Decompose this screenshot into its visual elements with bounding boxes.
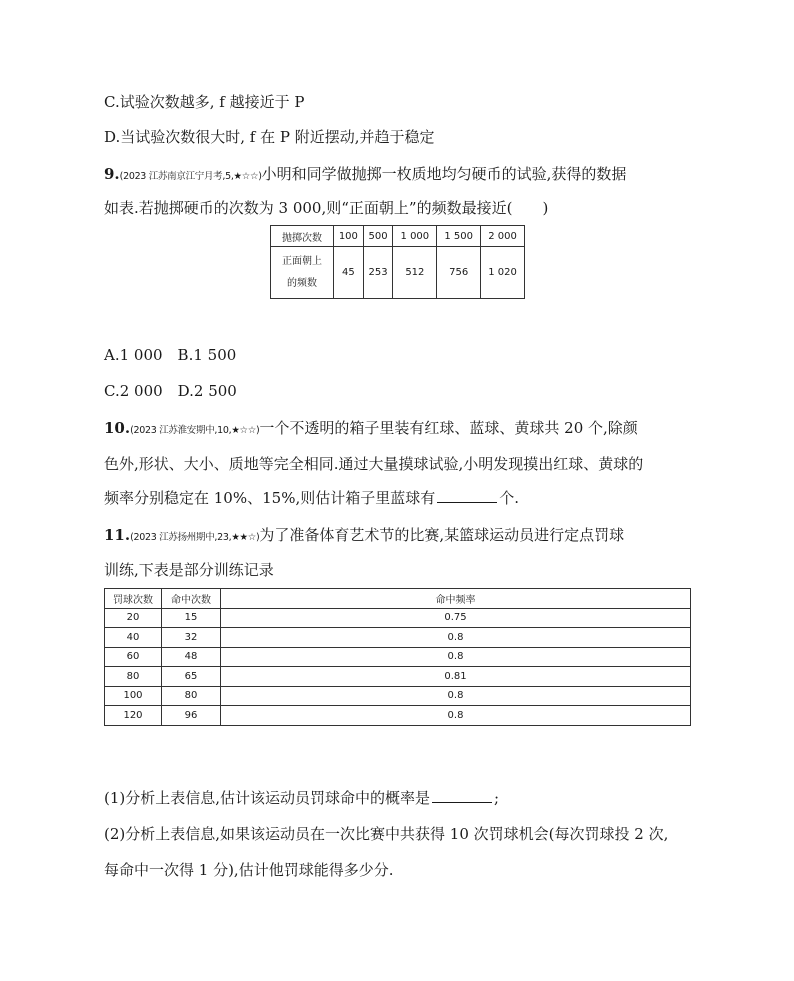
q10-number: 10. [104,419,131,437]
table-row [105,686,691,706]
q10-text-line2: 色外,形状、大小、质地等完全相同.通过大量摸球试验,小明发现摸出红球、黄球的 [104,455,644,473]
table-header-cell: 命中频率 [221,589,691,609]
q11-text-line2: 训练,下表是部分训练记录 [104,561,274,579]
table-cell: 1 020 [481,247,525,299]
q9-text-line1: 小明和同学做抛掷一枚质地均匀硬币的试验,获得的数据 [261,165,627,183]
table-row [105,628,691,648]
q11-source: (2023 江苏扬州期中,23,★★☆) [130,532,260,543]
table-cell: 500 [363,226,393,247]
table-cell: 20 [105,608,162,628]
table-cell: 253 [363,247,393,299]
q11-table [104,588,691,726]
q9-source: (2023 江苏南京江宁月考,5,★☆☆) [119,171,262,182]
table-cell: 0.8 [221,686,691,706]
q10-text-line1: 一个不透明的箱子里装有红球、蓝球、黄球共 20 个,除颜 [259,419,638,437]
table-cell: 120 [105,706,162,726]
table-cell: 32 [162,628,221,648]
q10-line3 [104,488,519,508]
q9-options-line1: A.1 000 B.1 500 [104,346,237,364]
table-cell: 60 [105,647,162,667]
q11-part2-line2: 每命中一次得 1 分),估计他罚球能得多少分. [104,861,394,879]
table-header-cell: 罚球次数 [105,589,162,609]
q9-row2-header [271,247,334,299]
q8-option-d: D.当试验次数很大时, f 在 P 附近摆动,并趋于稳定 [104,128,435,146]
q11-text-line1: 为了准备体育艺术节的比赛,某篮球运动员进行定点罚球 [259,526,625,544]
table-cell: 100 [105,686,162,706]
q9-number: 9. [104,165,120,183]
table-cell: 0.8 [221,706,691,726]
table-cell: 45 [334,247,364,299]
table-header-row [105,589,691,609]
table-header-cell: 命中次数 [162,589,221,609]
table-cell: 1 000 [393,226,437,247]
table-row [105,667,691,687]
q9-row2-header-line1: 正面朝上 [282,255,322,267]
q10-source: (2023 江苏淮安期中,10,★☆☆) [130,425,260,436]
table-cell: 40 [105,628,162,648]
q10-answer-blank [437,488,497,503]
q9-text-line2: 如表.若抛掷硬币的次数为 3 000,则“正面朝上”的频数最接近( ) [104,199,549,217]
table-cell: 65 [162,667,221,687]
q9-table [270,225,525,299]
q9-options-line2: C.2 000 D.2 500 [104,382,237,400]
table-cell: 756 [437,247,481,299]
table-cell: 2 000 [481,226,525,247]
table-cell: 100 [334,226,364,247]
q8-option-c: C.试验次数越多, f 越接近于 P [104,93,305,111]
table-cell: 1 500 [437,226,481,247]
table-row [105,706,691,726]
table-cell: 0.81 [221,667,691,687]
table-cell: 48 [162,647,221,667]
q11-answer-blank [432,788,492,803]
q10-text-line3-before: 频率分别稳定在 10%、15%,则估计箱子里蓝球有 [104,489,436,507]
q9-row2-header-line2: 的频数 [287,277,317,289]
q11-part1-after: ; [494,789,500,807]
q11-part2-line1: (2)分析上表信息,如果该运动员在一次比赛中共获得 10 次罚球机会(每次罚球投 2 次, [104,825,669,843]
q11-number: 11. [104,526,131,544]
table-cell: 15 [162,608,221,628]
table-row [271,226,525,247]
table-cell: 0.75 [221,608,691,628]
q11-part1-before: (1)分析上表信息,估计该运动员罚球命中的概率是 [104,789,431,807]
q9-row1-header: 抛掷次数 [271,226,334,247]
table-cell: 0.8 [221,628,691,648]
q9-line1 [104,164,626,187]
q10-text-line3-after: 个. [499,489,519,507]
table-cell: 80 [105,667,162,687]
table-cell: 96 [162,706,221,726]
q11-line1 [104,525,624,548]
table-cell: 512 [393,247,437,299]
q10-line1 [104,418,638,441]
table-row [105,608,691,628]
table-cell: 0.8 [221,647,691,667]
table-cell: 80 [162,686,221,706]
q11-part1 [104,788,499,808]
table-row [105,647,691,667]
table-row [271,247,525,299]
